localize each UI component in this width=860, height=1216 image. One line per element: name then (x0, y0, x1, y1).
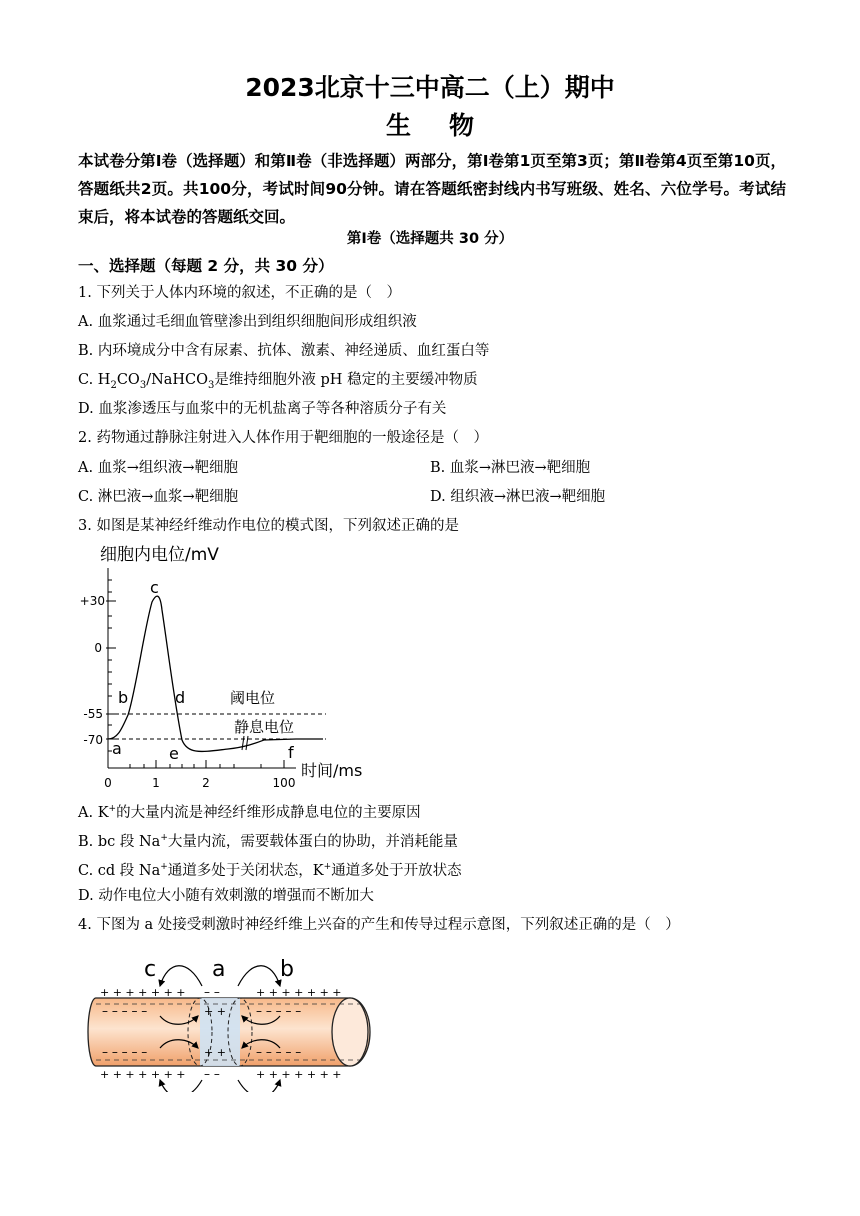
charge-minus-inner-bottom-right: – – – – – (256, 1045, 302, 1059)
fiber-end-cap (332, 998, 368, 1066)
q1-option-c: C. $H_2CO_3/NaHCO_3$是维持细胞外液 pH 稳定的主要缓冲物质 (78, 372, 478, 391)
point-label-d: d (175, 688, 186, 707)
point-label-c: c (150, 578, 159, 597)
q2-option-d: D. 组织液→淋巴液→靶细胞 (430, 489, 606, 505)
exam-instructions: 本试卷分第Ⅰ卷（选择题）和第Ⅱ卷（非选择题）两部分，第Ⅰ卷第1页至第3页；第Ⅱ卷第4页至第10页，答题纸共2页。共100分，考试时间90分钟。请在答题纸密封线内书写班级、姓名、六位学号。考试结束后，将本试卷的答题纸交回。 (78, 152, 786, 226)
point-label-f: f (288, 743, 294, 762)
q1-stem: 1. 下列关于人体内环境的叙述，不正确的是（ ） (78, 285, 401, 301)
charge-plus-top-left: + + + + + + + (100, 986, 186, 999)
exam-title: 2023北京十三中高二（上）期中 (245, 73, 615, 102)
x-ticks (130, 760, 284, 768)
y-minor-ticks (108, 580, 112, 751)
x-tick-label: 1 (152, 776, 160, 790)
y-tick-label: -70 (83, 733, 103, 747)
part1-title: 第Ⅰ卷（选择题共 30 分） (346, 231, 514, 247)
charge-plus-top-right: + + + + + + + (256, 986, 342, 999)
nerve-fiber-diagram (80, 952, 380, 1092)
q2-option-c: C. 淋巴液→血浆→靶细胞 (78, 489, 239, 505)
threshold-label: 阈电位 (230, 689, 276, 707)
subject-title: 生物 (385, 111, 512, 140)
chart-xlabel: 时间/ms (301, 761, 363, 780)
charge-minus-inner-top-left: – – – – – (102, 1004, 148, 1018)
q2-option-b: B. 血浆→淋巴液→靶细胞 (430, 460, 591, 476)
y-tick-label: +30 (79, 594, 105, 608)
point-label-b: b (118, 688, 129, 707)
section1-title: 一、选择题（每题 2 分，共 30 分） (78, 257, 334, 275)
x-tick-label: 2 (202, 776, 210, 790)
charge-minus-inner-top-right: – – – – – (256, 1004, 302, 1018)
q3-stem: 3. 如图是某神经纤维动作电位的模式图，下列叙述正确的是 (78, 518, 459, 534)
q1-option-d: D. 血浆渗透压与血浆中的无机盐离子等各种溶质分子有关 (78, 401, 447, 417)
q3-option-a: A. K+的大量内流是神经纤维形成静息电位的主要原因 (78, 804, 421, 821)
q2-stem: 2. 药物通过静脉注射进入人体作用于靶细胞的一般途径是（ ） (78, 430, 488, 446)
q1-option-a: A. 血浆通过毛细血管壁渗出到组织细胞间形成组织液 (78, 314, 417, 330)
charge-plus-bottom-right: + + + + + + + (256, 1068, 342, 1081)
charge-plus-inner-top: + + (204, 1005, 226, 1018)
label-b: b (280, 957, 294, 982)
q3-option-c: C. cd 段 Na+通道多处于关闭状态，K+通道多处于开放状态 (78, 862, 462, 879)
action-potential-chart (78, 540, 378, 790)
point-label-a: a (112, 739, 122, 758)
q3-option-b: B. bc 段 Na+大量内流，需要载体蛋白的协助，并消耗能量 (78, 833, 458, 850)
y-tick-label: 0 (94, 641, 102, 655)
q3-option-d: D. 动作电位大小随有效刺激的增强而不断加大 (78, 888, 374, 904)
charge-minus-top-center: – – (204, 985, 220, 999)
y-tick-label: -55 (83, 707, 103, 721)
label-c: c (144, 957, 157, 982)
q2-option-a: A. 血浆→组织液→靶细胞 (78, 460, 238, 476)
q4-stem: 4. 下图为 a 处接受刺激时神经纤维上兴奋的产生和传导过程示意图，下列叙述正确的是（ ） (78, 917, 680, 933)
point-label-e: e (169, 744, 179, 763)
charge-minus-bottom-center: – – (204, 1067, 220, 1081)
axis-break-marks (242, 736, 248, 750)
x-tick-label: 100 (272, 776, 296, 790)
chart-ylabel: 细胞内电位/mV (100, 545, 219, 565)
resting-label: 静息电位 (234, 718, 295, 736)
label-a: a (212, 957, 226, 982)
q1-option-b: B. 内环境成分中含有尿素、抗体、激素、神经递质、血红蛋白等 (78, 343, 490, 359)
charge-plus-bottom-left: + + + + + + + (100, 1068, 186, 1081)
charge-plus-inner-bottom: + + (204, 1046, 226, 1059)
x-tick-label: 0 (104, 776, 112, 790)
charge-minus-inner-bottom-left: – – – – – (102, 1045, 148, 1059)
